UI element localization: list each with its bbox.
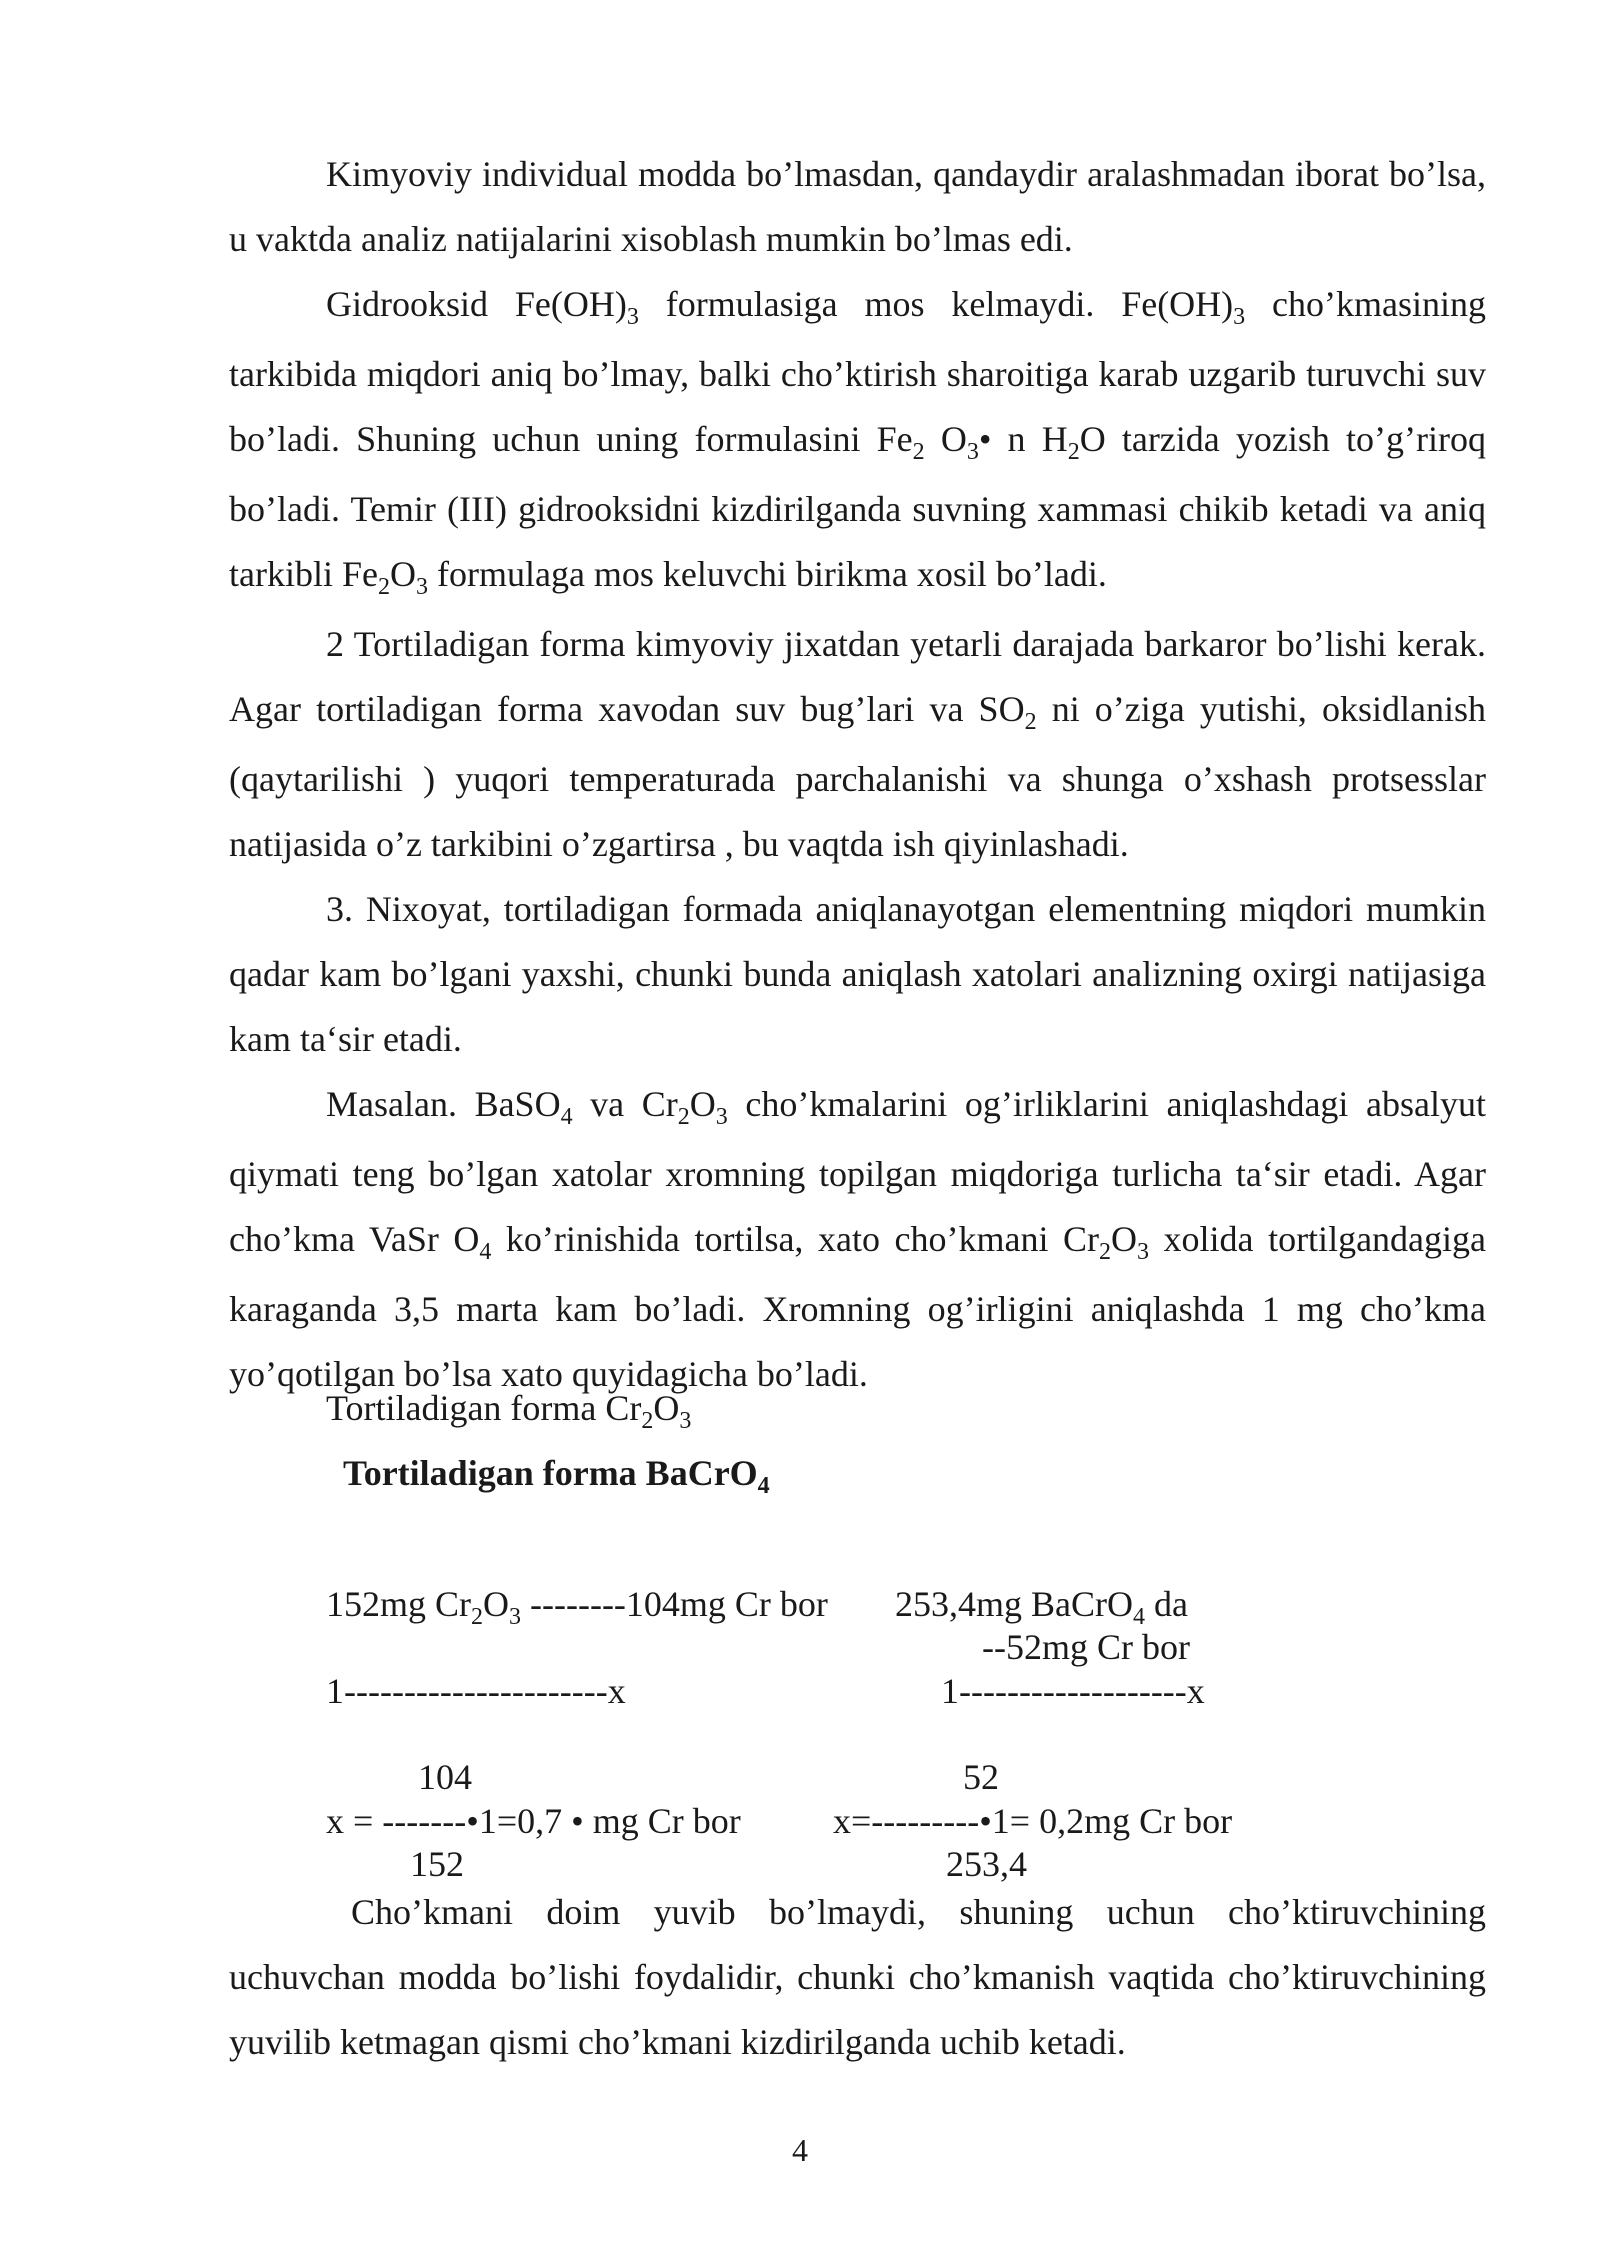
weighing-form-cr2o3 xyxy=(326,1387,691,1434)
weighing-form-bacro4 xyxy=(343,1452,770,1499)
subscript: 2 xyxy=(1024,709,1037,735)
text: O xyxy=(389,554,416,594)
calc-numerator-left: 104 xyxy=(418,1757,472,1797)
calc-line-left-1 xyxy=(326,1583,828,1630)
paragraph-1: Kimyoviy individual modda bo’lmasdan, qandaydir aralashmadan iborat bo’lsa, u vaktda analiz natijalarini xisoblash mumkin bo’lmas edi. xyxy=(229,154,1486,259)
subscript: 2 xyxy=(1099,1239,1111,1265)
subscript: 2 xyxy=(641,1408,654,1434)
calc-line-right-1 xyxy=(895,1583,1188,1630)
subscript: 3 xyxy=(415,574,428,600)
text: ko’rinishida tortilsa, xato cho’kmani Cr xyxy=(491,1219,1099,1259)
text: O xyxy=(653,1388,680,1428)
text: O tarzida yozish to’g’riroq bo’ladi. Temir (III) gidrooksidni kizdirilganda suvning xammasi chikib ketadi va aniq tarkibli Fe xyxy=(229,419,1487,594)
subscript: 4 xyxy=(479,1239,492,1265)
text-block-top xyxy=(229,142,1486,1407)
text: • n H xyxy=(978,419,1068,459)
text: O xyxy=(483,1584,510,1624)
text: Tortiladigan forma BaCrO xyxy=(343,1453,758,1493)
subscript: 4 xyxy=(1133,1604,1145,1630)
paragraph-6: Cho’kmani doim yuvib bo’lmaydi, shuning uchun cho’ktiruvchining uchuvchan modda bo’lishi foydalidir, chunki cho’kmanish vaqtida cho’ktiruvchining yuvilib ketmagan qismi cho’kmani kizdirilganda uchib ketadi. xyxy=(229,1892,1486,2062)
subscript: 3 xyxy=(1137,1239,1149,1265)
calc-denominator-right: 253,4 xyxy=(946,1844,1027,1884)
text: O xyxy=(689,1084,716,1124)
text: O xyxy=(1111,1219,1137,1259)
paragraph-5 xyxy=(229,1072,1486,1407)
subscript: 3 xyxy=(715,1104,728,1130)
subscript: 3 xyxy=(1233,304,1246,330)
text: 2 Tortiladigan forma kimyoviy jixatdan yetarli darajada barkaror bo’lishi kerak. Agar tortiladigan forma xavodan suv bug’lari va SO xyxy=(229,624,1486,729)
subscript: 3 xyxy=(966,439,979,465)
text: cho’kmalarini og’irliklarini aniqlashdagi absalyut qiymati teng bo’lgan xatolar xromning topilgan miqdoriga turlicha ta‘sir etadi. Agar cho’kma VaSr O xyxy=(229,1084,1487,1259)
text: 152mg Cr xyxy=(326,1584,472,1624)
subscript: 2 xyxy=(677,1104,690,1130)
subscript: 2 xyxy=(1067,439,1080,465)
paragraph-4: 3. Nixoyat, tortiladigan formada aniqlanayotgan elementning miqdori mumkin qadar kam bo’lgani yaxshi, chunki bunda aniqlash xatolari analizning oxirgi natijasiga kam ta‘sir etadi. xyxy=(229,889,1486,1059)
subscript: 2 xyxy=(377,574,390,600)
calc-line-right-3: 1-------------------x xyxy=(941,1671,1205,1711)
text: 253,4mg BaCrO xyxy=(895,1584,1133,1624)
text: ni o’ziga yutishi, oksidlanish (qaytarilishi ) yuqori temperaturada parchalanishi va shunga o’xshash protsesslar natijasida o’z tarkibini o’zgartirsa , bu vaqtda ish qiyinlashadi. xyxy=(229,689,1486,864)
text: --------104mg Cr bor xyxy=(521,1584,828,1624)
calc-equation-right: x=---------•1= 0,2mg Cr bor xyxy=(833,1801,1233,1841)
text: da xyxy=(1145,1584,1188,1624)
text: xolida tortilgandagiga karaganda 3,5 marta kam bo’ladi. Xromning og’irligini aniqlashda 1 mg cho’kma yo’qotilgan bo’lsa xato quyidagicha bo’ladi. xyxy=(229,1219,1487,1394)
paragraph-3 xyxy=(229,612,1486,877)
calc-equation-left: x = -------•1=0,7 • mg Cr bor xyxy=(326,1801,741,1841)
calc-line-right-2: --52mg Cr bor xyxy=(982,1627,1190,1667)
subscript: 2 xyxy=(912,439,925,465)
text: O xyxy=(924,419,967,459)
subscript: 4 xyxy=(560,1104,573,1130)
subscript: 2 xyxy=(471,1604,484,1630)
text-block-bottom xyxy=(229,1880,1486,2075)
subscript: 3 xyxy=(626,304,639,330)
calc-numerator-right: 52 xyxy=(963,1757,999,1797)
subscript: 3 xyxy=(679,1408,692,1434)
paragraph-2 xyxy=(229,272,1486,612)
calc-line-left-3: 1----------------------x xyxy=(326,1671,626,1711)
text: Tortiladigan forma Cr xyxy=(326,1388,642,1428)
text: formulasiga mos kelmaydi. Fe(OH) xyxy=(638,284,1234,324)
subscript: 3 xyxy=(509,1604,522,1630)
page-number: 4 xyxy=(792,2132,808,2168)
calc-denominator-left: 152 xyxy=(410,1844,464,1884)
text: formulaga mos keluvchi birikma xosil bo’ladi. xyxy=(427,554,1107,594)
text: cho’kmasining tarkibida miqdori aniq bo’lmay, balki cho’ktirish sharoitiga karab uzgarib turuvchi suv bo’ladi. Shuning uchun uning formulasini Fe xyxy=(229,284,1486,459)
text: Gidrooksid Fe(OH) xyxy=(326,284,627,324)
text: Masalan. BaSO xyxy=(326,1084,561,1124)
subscript: 4 xyxy=(757,1473,770,1499)
text: va Cr xyxy=(572,1084,678,1124)
